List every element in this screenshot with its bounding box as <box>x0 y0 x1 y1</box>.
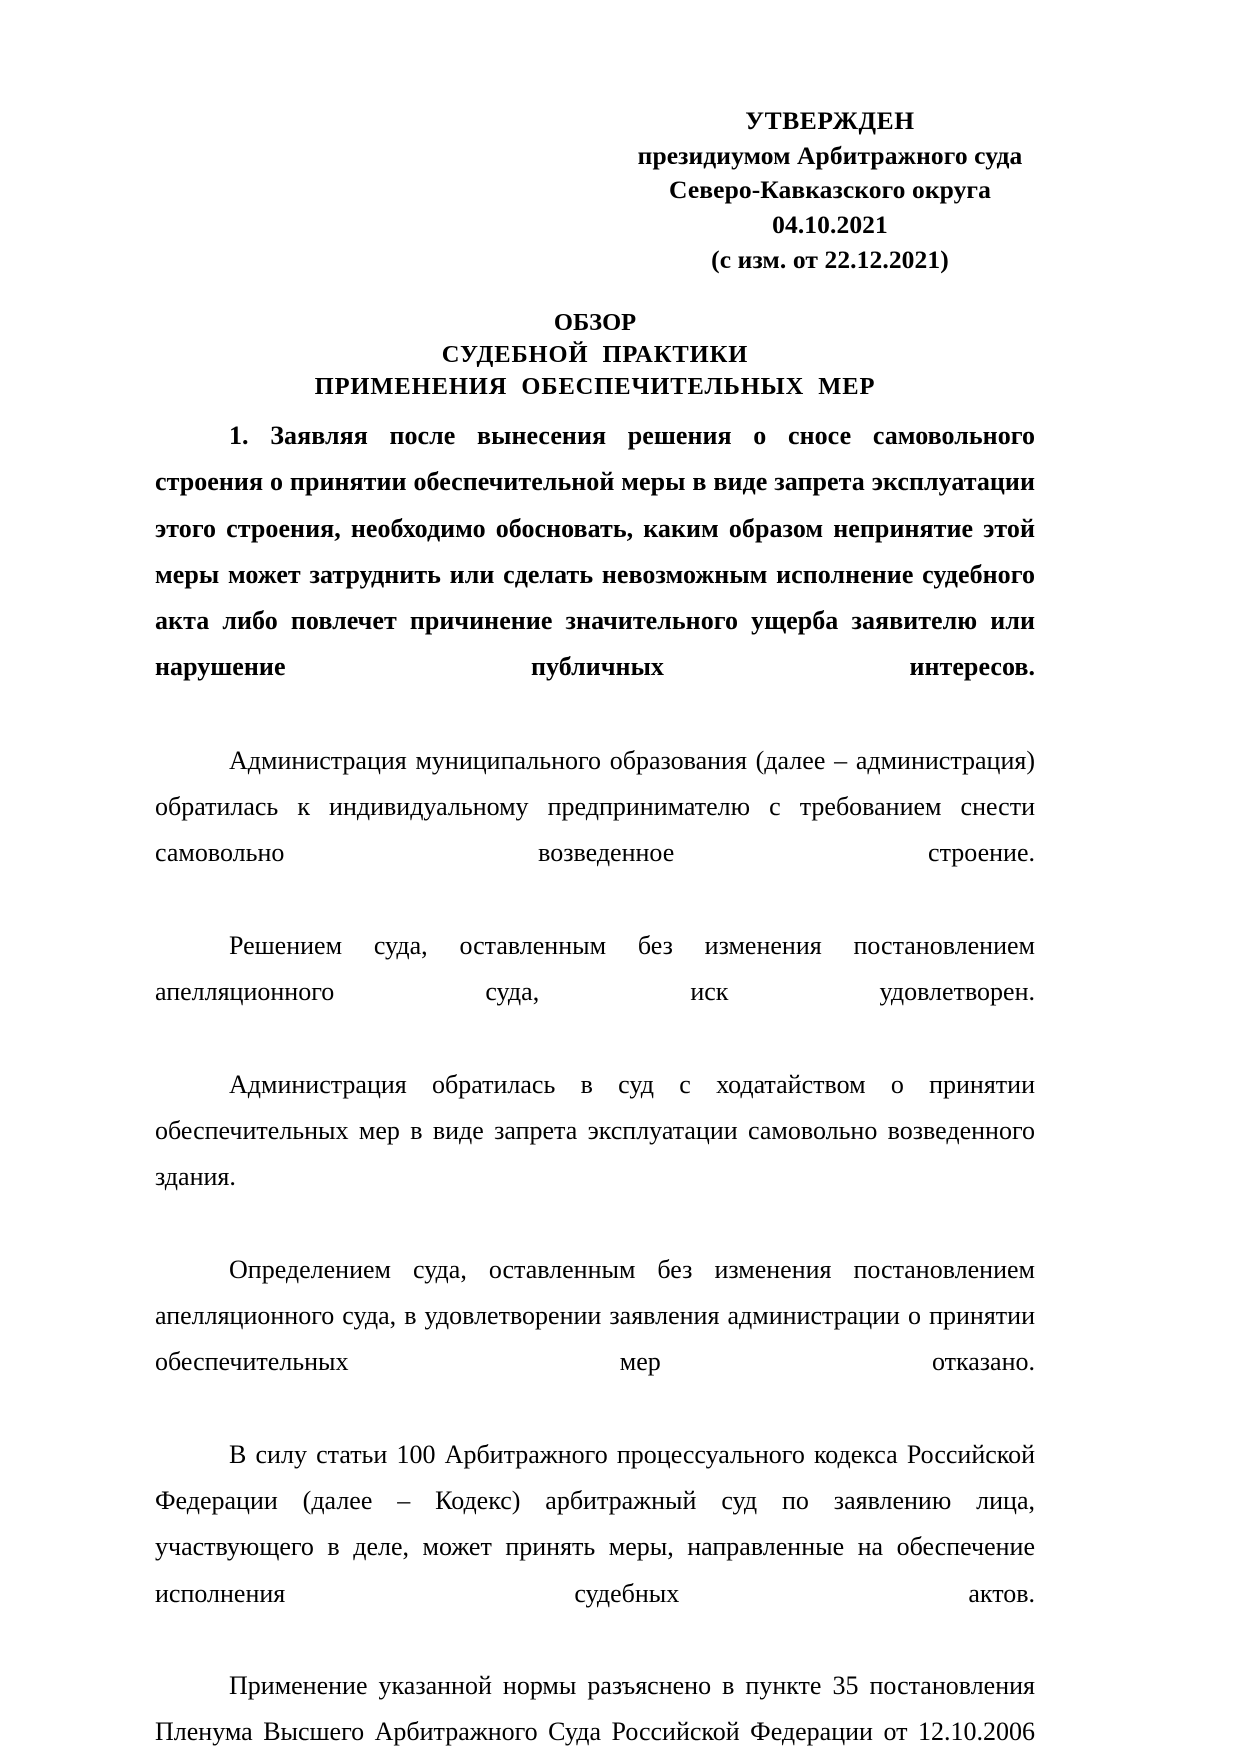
body-text <box>155 413 1035 1754</box>
title-line-review: ОБЗОР <box>553 309 637 336</box>
approval-authority-line-2: Северо-Кавказского округа <box>669 175 991 205</box>
approval-authority-line-1: президиумом Арбитражного суда <box>637 140 1023 170</box>
page-title <box>155 307 1035 403</box>
paragraph-5: Определением суда, оставленным без изменения постановлением апелляционного суда, в удовлетворении заявления администрации о принятии обеспечительных мер отказано. <box>155 1254 1035 1377</box>
paragraph-2: Администрация муниципального образования (далее – администрация) обратилась к индивидуальному предпринимателю с требованием снести самовольно возведенное строение. <box>155 745 1035 868</box>
paragraph-lead-1: 1. Заявляя после вынесения решения о сносе самовольного строения о принятии обеспечительной меры в виде запрета эксплуатации этого строения, необходимо обосновать, каким образом непринятие этой меры может затруднить или сделать невозможным исполнение судебного акта либо повлечет причинение значительного ущерба заявителю или нарушение публичных интересов. <box>155 421 1035 682</box>
paragraph-7: Применение указанной нормы разъяснено в пункте 35 постановления Пленума Высшего Арбитражного Суда Российской Федерации от 12.10.2006 <box>155 1671 1035 1747</box>
approval-amendment-note: (с изм. от 22.12.2021) <box>711 244 949 274</box>
title-line-court-practice: СУДЕБНОЙ ПРАКТИКИ <box>441 340 749 368</box>
paragraph-4: Администрация обратилась в суд с ходатайством о принятии обеспечительных мер в виде запрета эксплуатации самовольно возведенного здания. <box>155 1069 1035 1192</box>
approval-block <box>620 104 1040 277</box>
approval-date: 04.10.2021 <box>772 210 888 240</box>
paragraph-6: В силу статьи 100 Арбитражного процессуального кодекса Российской Федерации (далее – Кодекс) арбитражный суд по заявлению лица, участвующего в деле, может принять меры, направленные на обеспечение исполнения судебных актов. <box>155 1439 1035 1608</box>
paragraph-3: Решением суда, оставленным без изменения постановлением апелляционного суда, иск удовлетворен. <box>155 930 1035 1007</box>
approval-heading: УТВЕРЖДЕН <box>745 106 915 135</box>
title-line-interim-measures: ПРИМЕНЕНИЯ ОБЕСПЕЧИТЕЛЬНЫХ МЕР <box>314 372 876 400</box>
